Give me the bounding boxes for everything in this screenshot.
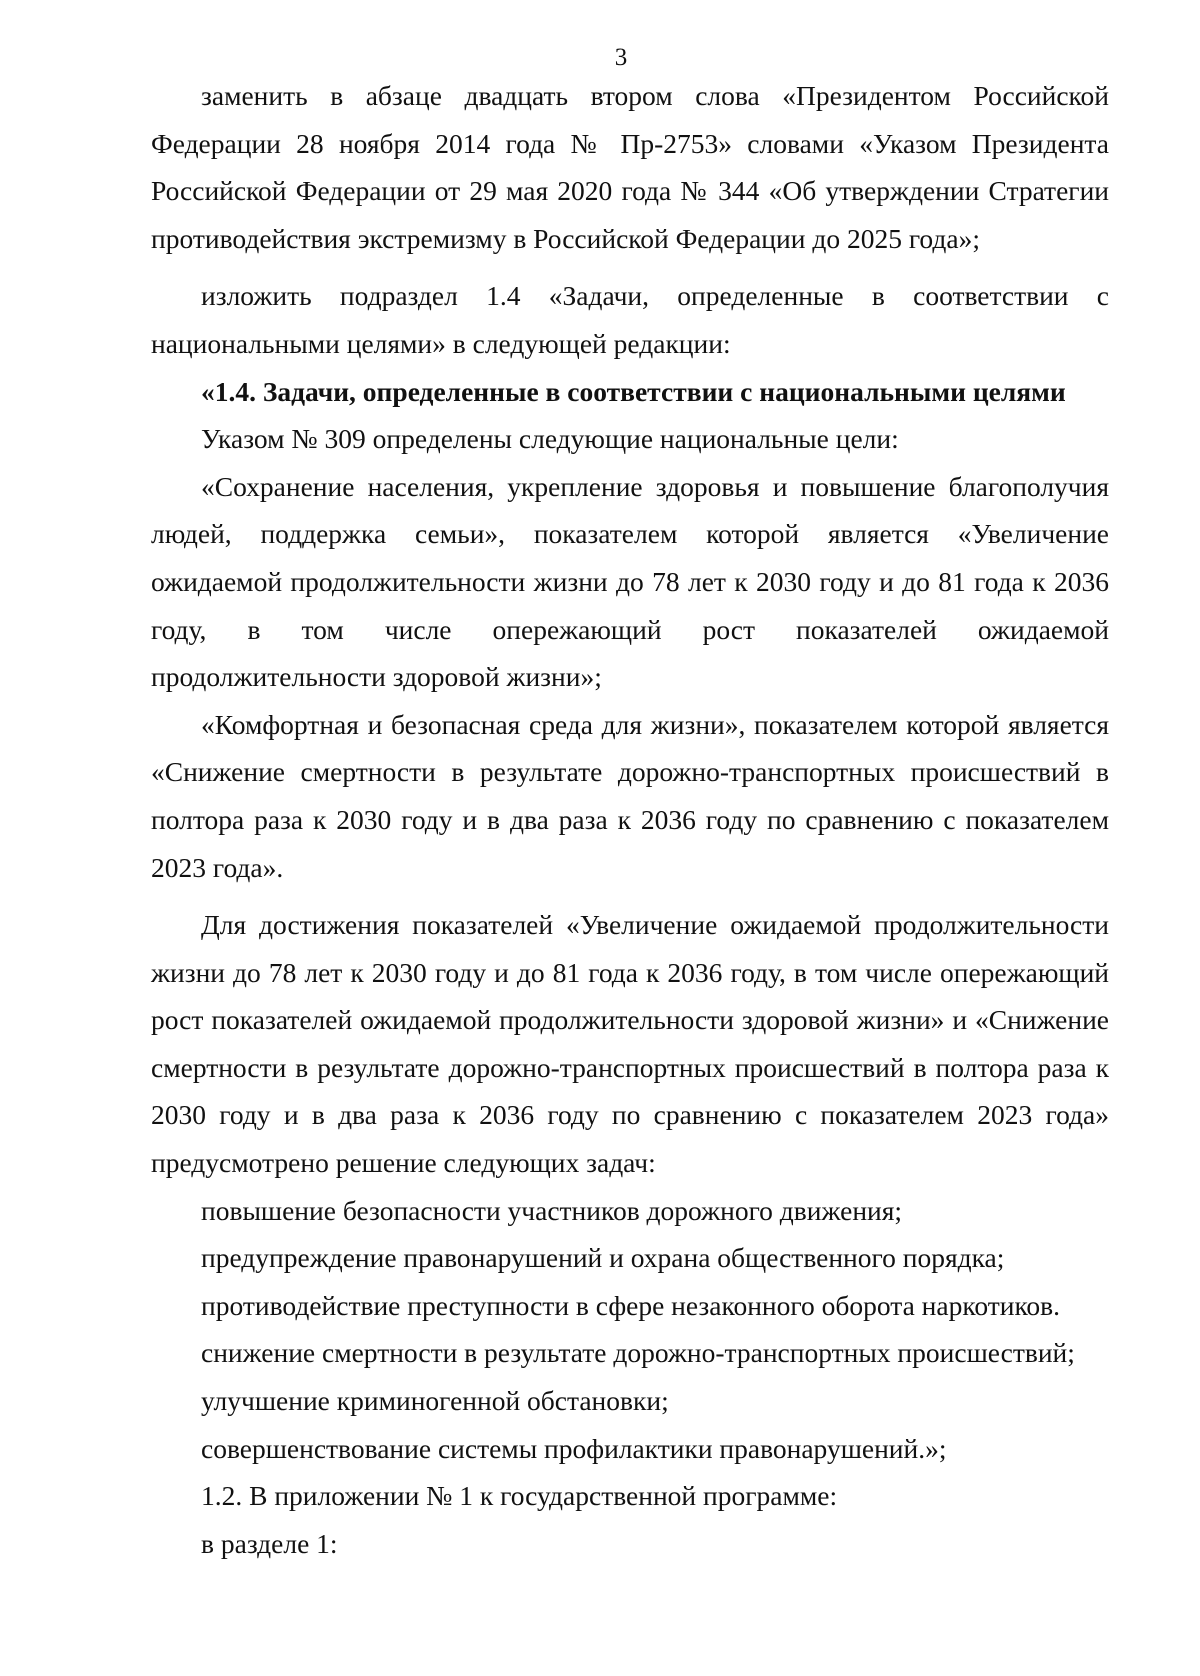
task-item: совершенствование системы профилактики правонарушений.»; [201,1432,947,1464]
paragraph-decree-goals: Указом № 309 определены следующие национальные цели: [201,423,899,455]
task-item: противодействие преступности в сфере незаконного оборота наркотиков. [201,1289,1061,1321]
task-list [151,1187,1109,1473]
paragraph-restate-subsection: изложить подраздел 1.4 «Задачи, определенные в соответствии с национальными целями» в следующей редакции: [151,280,1109,359]
paragraph-goal-population: «Сохранение населения, укрепление здоровья и повышение благополучия людей, поддержка семьи», показателем которой является «Увеличение ожидаемой продолжительности жизни до 78 лет к 2030 году и до 81 года к 2036 году, в том числе опережающий рост показателей ожидаемой продолжительности здоровой жизни»; [151,470,1109,693]
paragraph-amend-words: заменить в абзаце двадцать втором слова «Президентом Российской Федерации 28 ноября 2014 года № Пр-2753» словами «Указом Президента Российской Федерации от 29 мая 2020 года № 344 «Об утверждении Стратегии противодействия экстремизму в Российской Федерации до 2025 года»; [151,80,1109,254]
paragraph-section-1: в разделе 1: [201,1527,338,1559]
paragraph-goal-environment: «Комфортная и безопасная среда для жизни», показателем которой является «Снижение смертности в результате дорожно-транспортных происшествий в полтора раза к 2030 году и в два раза к 2036 году по сравнению с показателем 2023 года». [151,708,1109,883]
page-number: 3 [614,44,628,71]
task-item: снижение смертности в результате дорожно-транспортных происшествий; [201,1337,1075,1369]
task-item: повышение безопасности участников дорожного движения; [201,1194,903,1226]
subsection-heading: «1.4. Задачи, определенные в соответствии с национальными целями [201,375,1066,407]
paragraph-achievement-tasks: Для достижения показателей «Увеличение ожидаемой продолжительности жизни до 78 лет к 2030 году и до 81 года к 2036 году, в том числе опережающий рост показателей ожидаемой продолжительности здоровой жизни» и «Снижение смертности в результате дорожно-транспортных происшествий в полтора раза к 2030 году и в два раза к 2036 году по сравнению с показателем 2023 года» предусмотрено решение следующих задач: [151,909,1109,1179]
paragraph-appendix-1: 1.2. В приложении № 1 к государственной программе: [201,1480,838,1512]
task-item: предупреждение правонарушений и охрана общественного порядка; [201,1242,1005,1274]
document-body [151,72,1109,1567]
task-item: улучшение криминогенной обстановки; [201,1385,669,1417]
